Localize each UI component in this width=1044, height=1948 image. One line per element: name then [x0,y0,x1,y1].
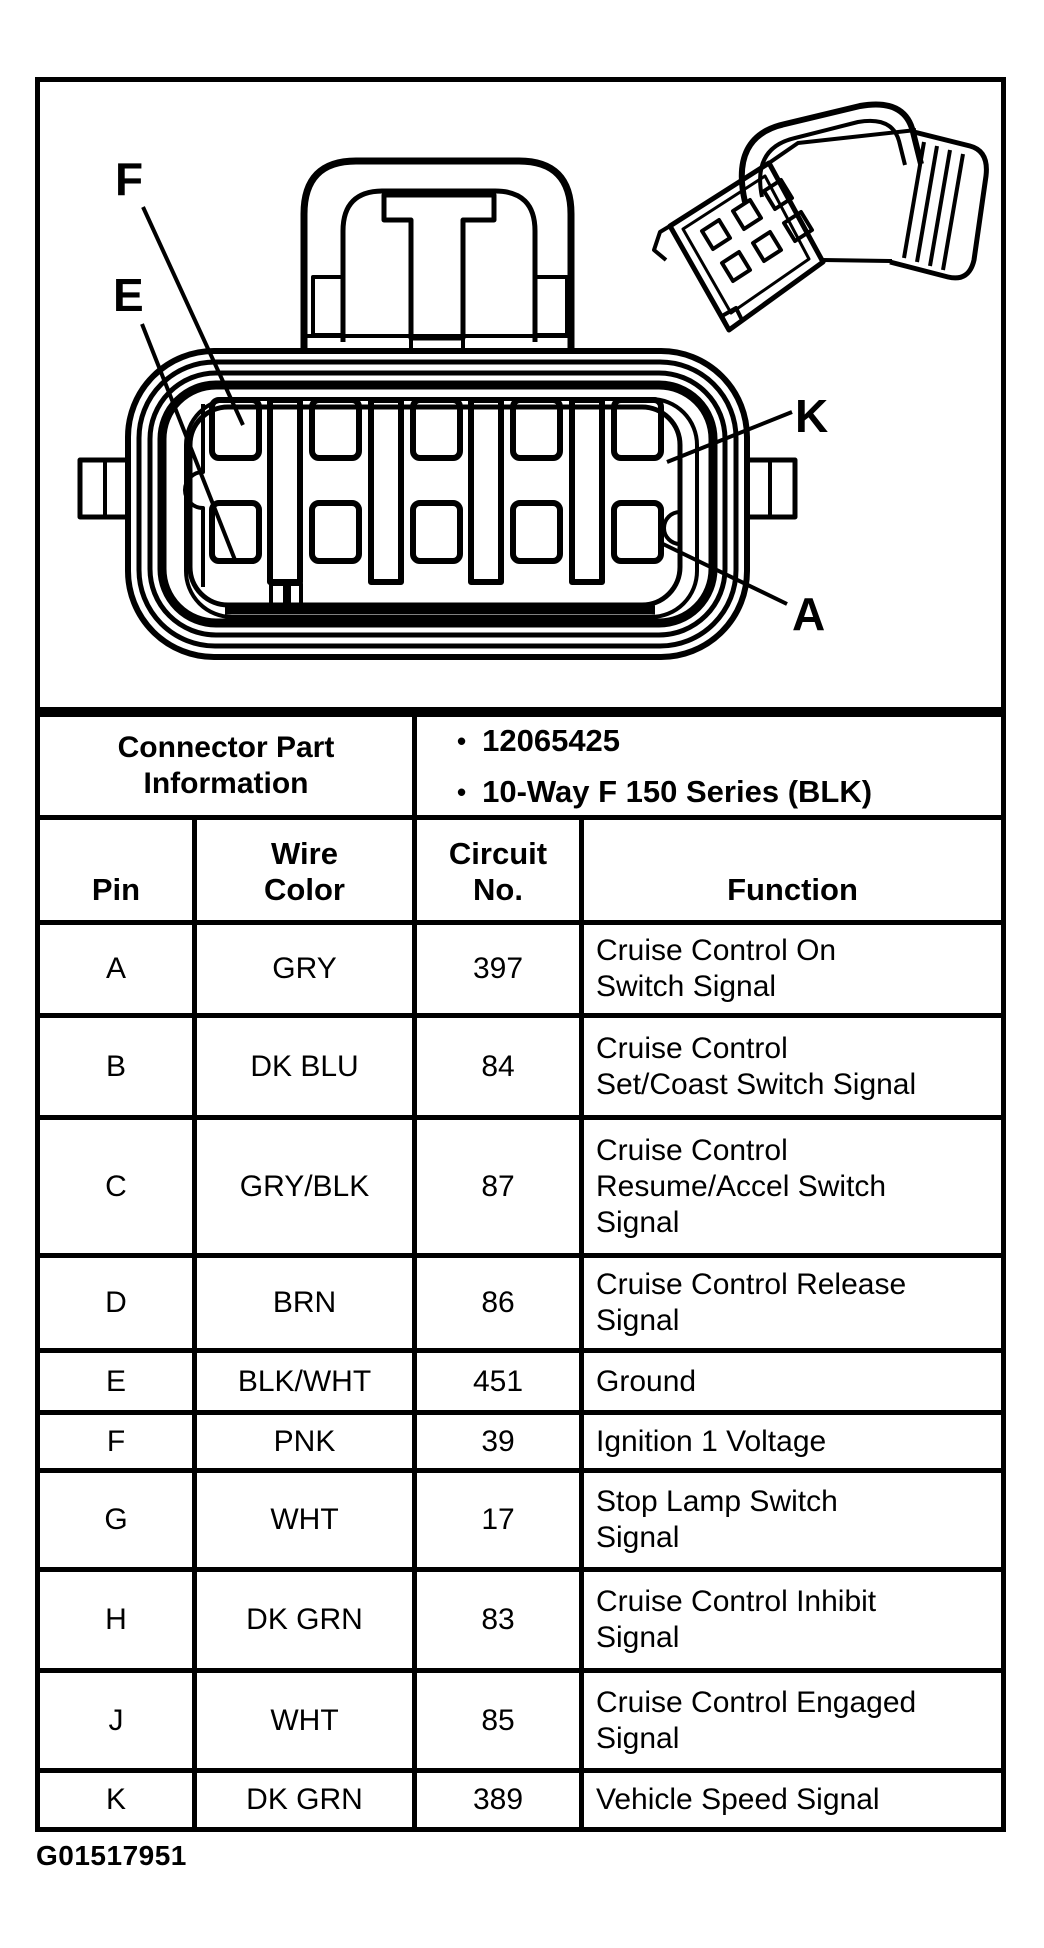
connector-latch [304,161,571,353]
circuit-no-cell: 17 [417,1473,584,1572]
circuit-no-cell: 84 [417,1018,584,1120]
table-row [40,1353,1001,1415]
function-line: Stop Lamp Switch [596,1485,838,1518]
function-cell [584,925,1001,1018]
series-name: 10-Way F 150 Series (BLK) [482,773,873,809]
pin-cavity-grid [212,400,661,605]
function-cell [584,1258,1001,1353]
pin-a-cavity [614,503,661,561]
function-cell [584,1018,1001,1120]
series-bullet [457,774,872,810]
pin-table-rows [40,925,1001,1827]
pin-cell: J [40,1673,197,1773]
pin-label-a: A [792,588,826,640]
part-info-line: Information [143,767,309,800]
part-number-bullet [457,723,620,759]
function-line: Resume/Accel Switch [596,1169,887,1203]
col-header-line: Pin [91,872,141,907]
col-header-circuit-no [417,820,584,925]
connector-pinout-table [35,712,1006,1832]
part-info-line: Connector Part [117,731,335,764]
table-row [40,1673,1001,1773]
pin-cell: K [40,1773,197,1827]
table-row [40,1120,1001,1258]
wire-color-cell: PNK [197,1415,417,1473]
function-line: Cruise Control Engaged [596,1685,917,1719]
wire-color-cell: WHT [197,1473,417,1572]
wire-color-cell: DK BLU [197,1018,417,1120]
col-header-line: No. [473,872,523,907]
function-line: Cruise Control [596,1031,788,1065]
col-header-function [584,820,1001,925]
table-row [40,925,1001,1018]
function-line: Switch Signal [596,970,777,1003]
part-info-row [40,717,1001,820]
side-tab-left [80,460,128,517]
function-line: Ignition 1 Voltage [596,1424,827,1458]
circuit-no-cell: 397 [417,925,584,1018]
connector-3d-view [654,104,986,330]
part-info-values-cell [417,717,1001,820]
pin-cell: G [40,1473,197,1572]
circuit-no-cell: 389 [417,1773,584,1827]
col-header-pin [40,820,197,925]
pin-label-k: K [795,390,829,442]
pin-label-e: E [113,269,144,321]
function-line: Cruise Control [596,1133,788,1167]
pin-cell: F [40,1415,197,1473]
part-info-header-cell [40,717,417,820]
function-line: Cruise Control Release [596,1268,907,1301]
function-line: Signal [596,1621,680,1654]
circuit-no-cell: 39 [417,1415,584,1473]
wire-color-cell: DK GRN [197,1572,417,1673]
function-line: Cruise Control On [596,934,837,967]
wire-color-cell: GRY [197,925,417,1018]
leader-k [667,412,792,462]
figure-id: G01517951 [36,1840,187,1871]
wire-color-cell: BLK/WHT [197,1353,417,1415]
table-row [40,1773,1001,1827]
circuit-no-cell: 86 [417,1258,584,1353]
col-header-line: Wire [271,836,338,871]
col-header-wire-color [197,820,417,925]
function-cell [584,1673,1001,1773]
function-line: Ground [596,1364,697,1398]
pin-cell: H [40,1572,197,1673]
wire-color-cell: BRN [197,1258,417,1353]
table-row [40,1018,1001,1120]
function-cell [584,1773,1001,1827]
col-header-line: Color [264,872,345,907]
bullet-icon: • [457,725,467,756]
function-line: Set/Coast Switch Signal [596,1067,917,1101]
function-cell [584,1473,1001,1572]
connector-figure-box [35,77,1006,712]
wire-color-cell: DK GRN [197,1773,417,1827]
part-number: 12065425 [482,722,621,758]
col-header-line: Circuit [448,836,548,871]
function-cell [584,1572,1001,1673]
wire-color-cell: WHT [197,1673,417,1773]
col-header-line: Function [727,872,858,907]
latch-t-slot [384,195,494,338]
function-cell [584,1415,1001,1473]
wire-color-cell: GRY/BLK [197,1120,417,1258]
function-line: Signal [596,1721,680,1755]
function-line: Vehicle Speed Signal [596,1783,880,1816]
circuit-no-cell: 85 [417,1673,584,1773]
side-tab-right [747,460,795,517]
table-row [40,1415,1001,1473]
pin-cell: A [40,925,197,1018]
pin-label-f: F [115,153,144,205]
function-line: Signal [596,1521,680,1554]
pin-cell: E [40,1353,197,1415]
function-cell [584,1353,1001,1415]
function-line: Signal [596,1304,680,1337]
pin-cell: D [40,1258,197,1353]
function-cell [584,1120,1001,1258]
circuit-no-cell: 87 [417,1120,584,1258]
table-row [40,1572,1001,1673]
function-line: Signal [596,1205,680,1239]
table-row [40,1473,1001,1572]
pin-e-cavity [212,503,259,561]
pin-cell: C [40,1120,197,1258]
bullet-icon: • [457,776,467,807]
pin-cell: B [40,1018,197,1120]
table-row [40,1258,1001,1353]
column-header-row [40,820,1001,925]
connector-figure [40,82,1001,707]
function-line: Cruise Control Inhibit [596,1585,877,1618]
circuit-no-cell: 83 [417,1572,584,1673]
circuit-no-cell: 451 [417,1353,584,1415]
